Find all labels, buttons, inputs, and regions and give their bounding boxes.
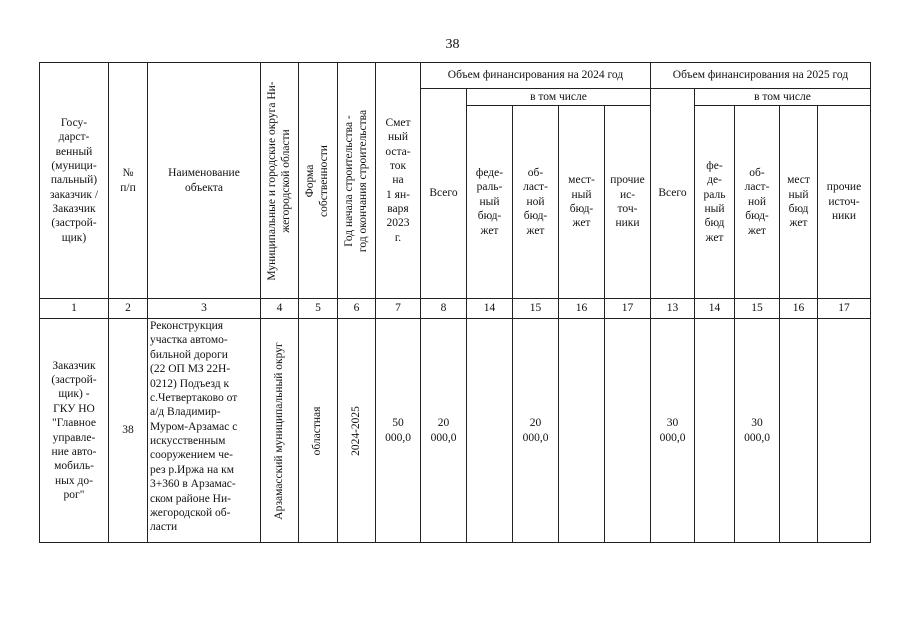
column-index-cell: 15 xyxy=(735,299,780,319)
column-index-cell: 6 xyxy=(338,299,376,319)
header-local-2025: мест ный бюд жет xyxy=(780,106,818,299)
column-index-cell: 17 xyxy=(605,299,651,319)
column-index-cell: 7 xyxy=(376,299,421,319)
header-municipality xyxy=(261,63,299,299)
header-years xyxy=(338,63,376,299)
header-ownership-text: Форма собственности xyxy=(304,144,330,217)
column-index-cell: 17 xyxy=(818,299,871,319)
header-row-1 xyxy=(40,63,871,89)
header-including-2024: в том числе xyxy=(467,89,651,106)
row-object-name: Реконструкция участка автомо- бильной дороги (22 ОП МЗ 22Н- 0212) Подъезд к с.Четвертаково от а/д Владимир- Муром-Арзамас с искусственным сооружением че- рез р.Иржа на км 3+360 в Арзамас- ском районе Ни- жегородской об- ласти xyxy=(148,319,261,543)
header-other-2024: прочие ис- точ- ники xyxy=(605,106,651,299)
header-regional-2024: об- ласт- ной бюд- жет xyxy=(513,106,559,299)
row-municipality xyxy=(261,319,299,543)
header-federal-2024: феде- раль- ный бюд- жет xyxy=(467,106,513,299)
financing-table xyxy=(39,62,871,543)
header-funding-2024: Объем финансирования на 2024 год xyxy=(421,63,651,89)
table-row xyxy=(40,319,871,543)
row-total-2025: 30 000,0 xyxy=(651,319,695,543)
column-index-cell: 16 xyxy=(559,299,605,319)
row-years xyxy=(338,319,376,543)
header-other-2025: прочие источ- ники xyxy=(818,106,871,299)
row-ownership-text: областная xyxy=(311,406,324,455)
column-index-cell: 8 xyxy=(421,299,467,319)
row-federal-2025 xyxy=(695,319,735,543)
header-remaining: Смет ный оста- ток на 1 ян- варя 2023 г. xyxy=(376,63,421,299)
header-number: № п/п xyxy=(109,63,148,299)
header-regional-2025: об- ласт- ной бюд- жет xyxy=(735,106,780,299)
header-including-2025: в том числе xyxy=(695,89,871,106)
row-number: 38 xyxy=(109,319,148,543)
column-index-cell: 2 xyxy=(109,299,148,319)
column-index-cell: 15 xyxy=(513,299,559,319)
row-remaining: 50 000,0 xyxy=(376,319,421,543)
row-years-text: 2024-2025 xyxy=(349,405,362,456)
column-index-cell: 5 xyxy=(299,299,338,319)
row-federal-2024 xyxy=(467,319,513,543)
column-index-cell: 13 xyxy=(651,299,695,319)
column-index-row xyxy=(40,299,871,319)
header-total-2025: Всего xyxy=(651,89,695,299)
row-other-2025 xyxy=(818,319,871,543)
row-other-2024 xyxy=(605,319,651,543)
row-ownership xyxy=(299,319,338,543)
row-total-2024: 20 000,0 xyxy=(421,319,467,543)
row-regional-2024: 20 000,0 xyxy=(513,319,559,543)
column-index-cell: 4 xyxy=(261,299,299,319)
row-municipality-text: Арзамасский муниципальный округ xyxy=(272,341,285,520)
page-number: 38 xyxy=(445,37,460,52)
header-federal-2025: фе- де- раль ный бюд жет xyxy=(695,106,735,299)
header-total-2024: Всего xyxy=(421,89,467,299)
column-index-cell: 3 xyxy=(148,299,261,319)
header-funding-2025: Объем финансирования на 2025 год xyxy=(651,63,871,89)
row-regional-2025: 30 000,0 xyxy=(735,319,780,543)
column-index-cell: 14 xyxy=(695,299,735,319)
header-ownership xyxy=(299,63,338,299)
header-object-name: Наименование объекта xyxy=(148,63,261,299)
row-customer: Заказчик (застрой- щик) - ГКУ НО "Главное управле- ние авто- мобиль- ных до- рог" xyxy=(40,319,109,543)
column-index-cell: 1 xyxy=(40,299,109,319)
header-local-2024: мест- ный бюд- жет xyxy=(559,106,605,299)
header-municipality-text: Муниципальные и городские округа Ни- жегородской области xyxy=(265,80,292,281)
column-index-cell: 16 xyxy=(780,299,818,319)
row-local-2025 xyxy=(780,319,818,543)
header-years-text: Год начала строительства - год окончания строительства xyxy=(342,109,369,252)
row-local-2024 xyxy=(559,319,605,543)
column-index-cell: 14 xyxy=(467,299,513,319)
header-customer: Госу- дарст- венный (муници- пальный) заказчик / Заказчик (застрой- щик) xyxy=(40,63,109,299)
